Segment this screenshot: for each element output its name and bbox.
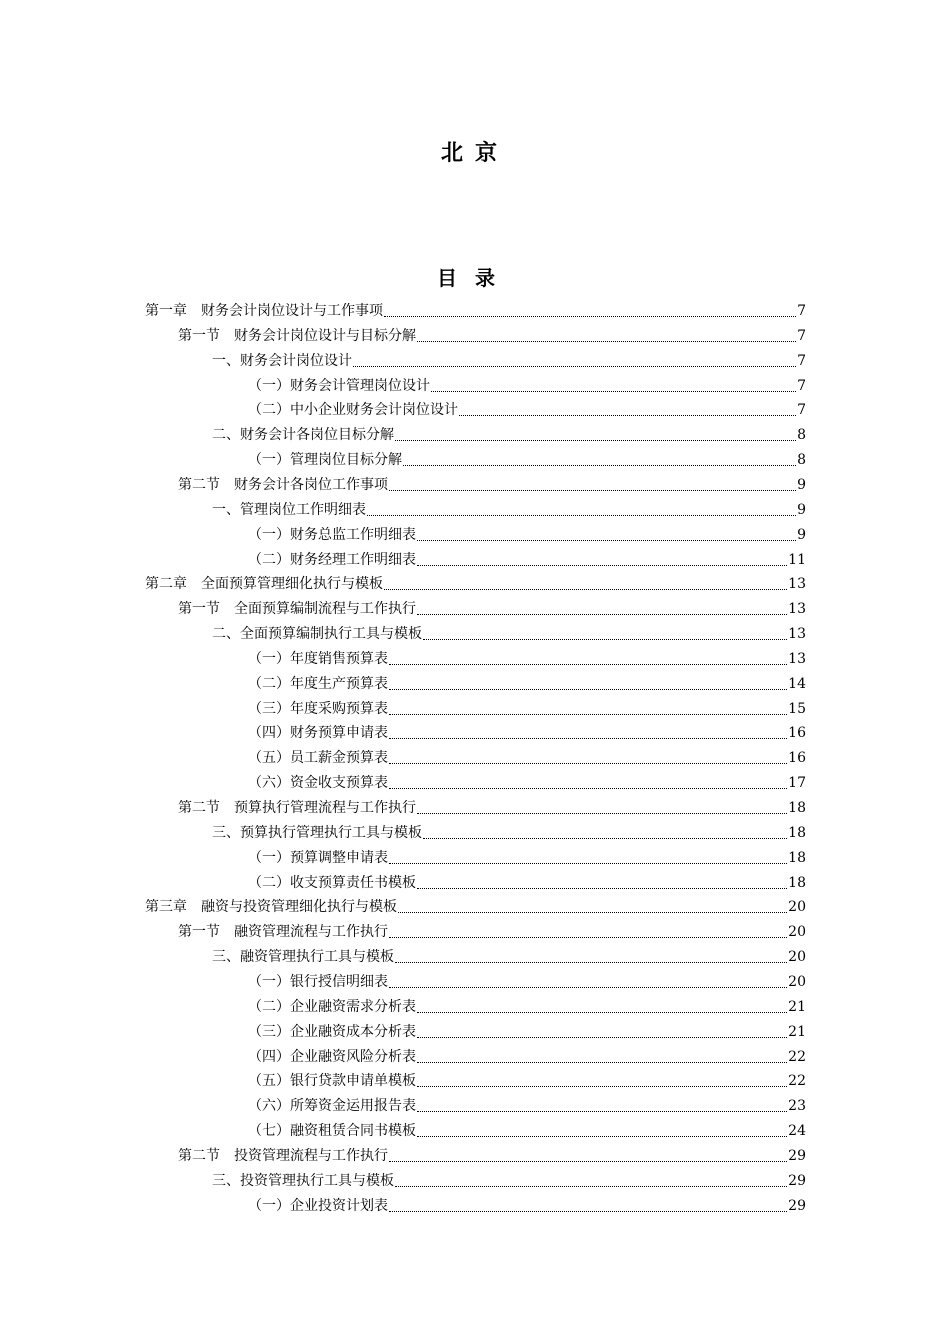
toc-entry-page: 22: [788, 1048, 806, 1065]
toc-entry-label: 第二节 投资管理流程与工作执行: [178, 1147, 388, 1164]
toc-entry-label: （一）财务会计管理岗位设计: [248, 377, 430, 394]
toc-entry-label: 第三章 融资与投资管理细化执行与模板: [145, 899, 397, 916]
toc-entry[interactable]: [178, 597, 806, 622]
toc-entry[interactable]: [212, 945, 806, 970]
toc-entry-page: 22: [788, 1073, 806, 1090]
toc-dot-leader: [389, 1161, 787, 1162]
toc-entry[interactable]: [248, 871, 806, 896]
toc-entry-page: 29: [788, 1147, 806, 1164]
toc-entry[interactable]: [248, 523, 806, 548]
toc-dot-leader: [417, 1012, 787, 1013]
toc-entry-page: 20: [788, 924, 806, 941]
toc-entry-page: 14: [788, 675, 806, 692]
toc-entry-label: 二、全面预算编制执行工具与模板: [212, 626, 422, 643]
toc-entry-label: （一）年度销售预算表: [248, 650, 388, 667]
toc-entry-label: （一）企业投资计划表: [248, 1197, 388, 1214]
toc-entry-label: （一）预算调整申请表: [248, 849, 388, 866]
toc-entry[interactable]: [248, 697, 806, 722]
toc-dot-leader: [417, 1136, 787, 1137]
toc-entry[interactable]: [212, 821, 806, 846]
toc-entry[interactable]: [248, 398, 806, 423]
toc-dot-leader: [389, 490, 796, 491]
header-city: 北京: [440, 141, 509, 166]
toc-entry[interactable]: [248, 970, 806, 995]
toc-entry-page: 7: [797, 402, 806, 419]
toc-entry-label: 三、预算执行管理执行工具与模板: [212, 824, 422, 841]
toc-entry-page: 18: [788, 824, 806, 841]
toc-entry-label: 三、投资管理执行工具与模板: [212, 1172, 394, 1189]
toc-entry[interactable]: [248, 374, 806, 399]
toc-entry[interactable]: [248, 746, 806, 771]
toc-entry[interactable]: [248, 1194, 806, 1219]
toc-dot-leader: [395, 1186, 787, 1187]
toc-entry-label: 三、融资管理执行工具与模板: [212, 949, 394, 966]
toc-entry[interactable]: [178, 920, 806, 945]
toc-dot-leader: [459, 415, 796, 416]
toc-entry[interactable]: [248, 672, 806, 697]
toc-entry[interactable]: [178, 473, 806, 498]
toc-dot-leader: [389, 738, 787, 739]
toc-entry-label: （一）银行授信明细表: [248, 973, 388, 990]
toc-dot-leader: [417, 565, 787, 566]
toc-entry-page: 13: [788, 626, 806, 643]
toc-entry-label: （二）企业融资需求分析表: [248, 998, 416, 1015]
toc-entry-label: 二、财务会计各岗位目标分解: [212, 427, 394, 444]
toc-entry-page: 8: [797, 452, 806, 469]
toc-entry-label: （二）财务经理工作明细表: [248, 551, 416, 568]
toc-dot-leader: [389, 763, 787, 764]
toc-entry-label: （二）年度生产预算表: [248, 675, 388, 692]
toc-entry-page: 21: [788, 1023, 806, 1040]
toc-entry-page: 20: [788, 973, 806, 990]
toc-entry-label: 第二章 全面预算管理细化执行与模板: [145, 576, 383, 593]
toc-dot-leader: [395, 962, 787, 963]
toc-entry-page: 15: [788, 700, 806, 717]
toc-dot-leader: [389, 937, 787, 938]
toc-entry-label: 一、财务会计岗位设计: [212, 352, 352, 369]
toc-entry[interactable]: [212, 349, 806, 374]
toc-entry-label: （五）员工薪金预算表: [248, 750, 388, 767]
toc-entry-page: 11: [788, 551, 806, 568]
toc-dot-leader: [384, 316, 796, 317]
toc-entry-page: 9: [797, 526, 806, 543]
toc-dot-leader: [403, 465, 796, 466]
toc-entry-page: 8: [797, 427, 806, 444]
toc-entry-label: （七）融资租赁合同书模板: [248, 1123, 416, 1140]
toc-entry-page: 16: [788, 725, 806, 742]
toc-entry[interactable]: [178, 1144, 806, 1169]
toc-dot-leader: [389, 987, 787, 988]
toc-entry-page: 17: [788, 775, 806, 792]
toc-entry-label: 一、管理岗位工作明细表: [212, 501, 366, 518]
toc-entry-page: 23: [788, 1098, 806, 1115]
toc-entry-label: （二）中小企业财务会计岗位设计: [248, 402, 458, 419]
toc-dot-leader: [389, 788, 787, 789]
toc-entry[interactable]: [178, 796, 806, 821]
toc-dot-leader: [417, 1086, 787, 1087]
toc-dot-leader: [384, 589, 787, 590]
toc-entry-page: 18: [788, 874, 806, 891]
toc-entry[interactable]: [248, 721, 806, 746]
toc-entry-page: 20: [788, 949, 806, 966]
toc-dot-leader: [417, 1037, 787, 1038]
toc-entry[interactable]: [248, 448, 806, 473]
toc-entry[interactable]: [212, 423, 806, 448]
toc-entry[interactable]: [248, 995, 806, 1020]
toc-dot-leader: [389, 664, 787, 665]
toc-entry[interactable]: [248, 1094, 806, 1119]
toc-dot-leader: [367, 515, 796, 516]
toc-entry-page: 29: [788, 1172, 806, 1189]
toc-entry[interactable]: [145, 895, 806, 920]
toc-dot-leader: [395, 440, 796, 441]
toc-dot-leader: [417, 813, 787, 814]
toc-dot-leader: [389, 714, 787, 715]
toc-entry-label: （六）所筹资金运用报告表: [248, 1098, 416, 1115]
toc-title: 目录: [437, 266, 513, 290]
toc-dot-leader: [398, 912, 787, 913]
toc-entry-page: 7: [797, 327, 806, 344]
toc-entry[interactable]: [248, 846, 806, 871]
toc-entry-label: 第二节 预算执行管理流程与工作执行: [178, 800, 416, 816]
toc-dot-leader: [389, 863, 787, 864]
toc-dot-leader: [417, 1062, 787, 1063]
toc-dot-leader: [353, 366, 796, 367]
toc-entry-page: 7: [797, 352, 806, 369]
toc-dot-leader: [389, 1211, 787, 1212]
toc-entry-page: 16: [788, 750, 806, 767]
toc-entry-label: （一）财务总监工作明细表: [248, 526, 416, 543]
toc-entry-page: 21: [788, 998, 806, 1015]
toc-dot-leader: [417, 341, 796, 342]
toc-entry-page: 13: [788, 650, 806, 667]
toc-entry[interactable]: [248, 1045, 806, 1070]
toc-entry-label: 第一节 财务会计岗位设计与目标分解: [178, 327, 416, 344]
toc-entry[interactable]: [248, 1069, 806, 1094]
toc-entry-page: 24: [788, 1123, 806, 1140]
toc-dot-leader: [423, 838, 787, 839]
toc-entry-page: 7: [797, 377, 806, 394]
toc-entry-label: （三）年度采购预算表: [248, 700, 388, 717]
toc-dot-leader: [417, 888, 787, 889]
toc-dot-leader: [423, 639, 787, 640]
toc-dot-leader: [417, 540, 796, 541]
toc-dot-leader: [389, 689, 787, 690]
toc-entry-page: 13: [788, 601, 806, 618]
toc-entry[interactable]: [145, 572, 806, 597]
toc-entry[interactable]: [212, 498, 806, 523]
toc-entry[interactable]: [212, 1169, 806, 1194]
toc-entry-page: 13: [788, 576, 806, 593]
toc-entry[interactable]: [248, 1119, 806, 1144]
toc-entry-label: （一）管理岗位目标分解: [248, 452, 402, 469]
toc-entry-label: （二）收支预算责任书模板: [248, 874, 416, 891]
toc-entry-page: 9: [797, 501, 806, 518]
toc-entry-label: （三）企业融资成本分析表: [248, 1023, 416, 1040]
toc-dot-leader: [417, 614, 787, 615]
toc-entry-page: 18: [788, 800, 806, 816]
toc-entry[interactable]: [248, 548, 806, 573]
toc-entry-page: 9: [797, 476, 806, 493]
toc-entry-page: 18: [788, 849, 806, 866]
toc-entry[interactable]: [212, 622, 806, 647]
toc-entry[interactable]: [248, 647, 806, 672]
toc-entry[interactable]: [248, 771, 806, 796]
toc-entry[interactable]: [178, 324, 806, 349]
toc-entry-page: 20: [788, 899, 806, 916]
toc-dot-leader: [431, 391, 796, 392]
toc-entry-label: 第二节 财务会计各岗位工作事项: [178, 476, 388, 493]
toc-entry-label: （四）财务预算申请表: [248, 725, 388, 742]
toc-entry-label: 第一节 全面预算编制流程与工作执行: [178, 601, 416, 618]
toc-entry-label: 第一节 融资管理流程与工作执行: [178, 924, 388, 941]
toc-entry[interactable]: [145, 299, 806, 324]
toc-entry-label: （六）资金收支预算表: [248, 775, 388, 792]
toc-entry-label: （四）企业融资风险分析表: [248, 1048, 416, 1065]
toc-entry-page: 29: [788, 1197, 806, 1214]
toc-dot-leader: [417, 1111, 787, 1112]
toc-entry-label: （五）银行贷款申请单模板: [248, 1073, 416, 1090]
toc-entry-page: 7: [797, 303, 806, 319]
toc-entry[interactable]: [248, 1020, 806, 1045]
toc-entry-label: 第一章 财务会计岗位设计与工作事项: [145, 303, 383, 319]
